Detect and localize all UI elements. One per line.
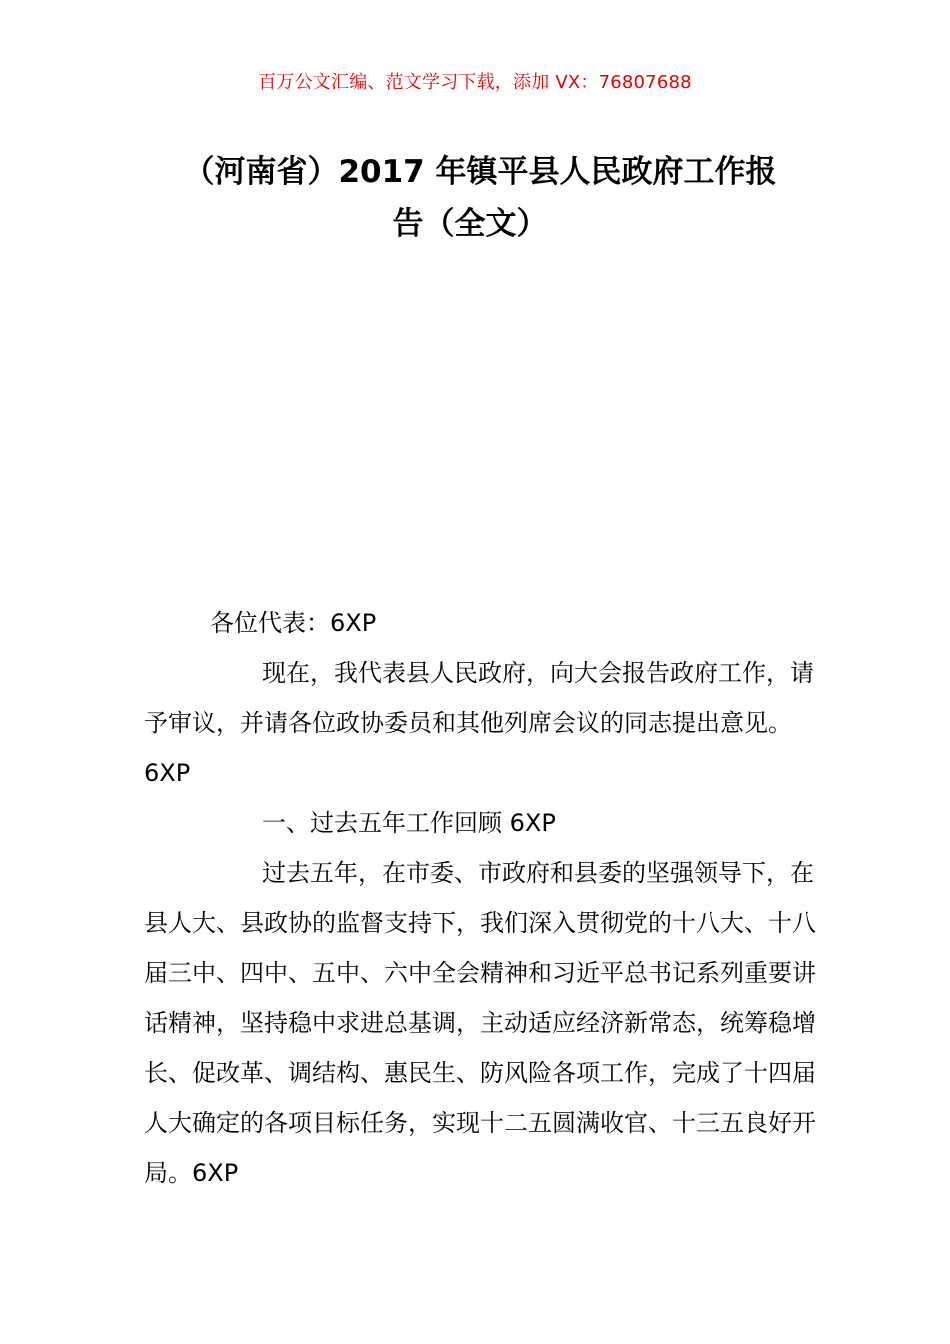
document-title: [140, 146, 820, 250]
paragraph: 现在，我代表县人民政府，向大会报告政府工作，请予审议，并请各位政协委员和其他列席会议的同志提出意见。6XP: [144, 659, 814, 787]
title-line-1: （河南省）2017 年镇平县人民政府工作报: [183, 154, 777, 190]
title-line-2: 告（全文）: [392, 206, 548, 242]
salutation: 各位代表：6XP: [210, 609, 377, 637]
header-note: 百万公文汇编、范文学习下载，添加 VX：76807688: [258, 72, 692, 93]
section-heading: 一、过去五年工作回顾 6XP: [262, 809, 556, 837]
paragraph: 过去五年，在市委、市政府和县委的坚强领导下，在县人大、县政协的监督支持下，我们深入贯彻党的十八大、十八届三中、四中、五中、六中全会精神和习近平总书记系列重要讲话精神，坚持稳中求进总基调，主动适应经济新常态，统筹稳增长、促改革、调结构、惠民生、防风险各项工作，完成了十四届人大确定的各项目标任务，实现十二五圆满收官、十三五良好开局。6XP: [144, 859, 816, 1187]
document-body: [144, 598, 834, 1198]
